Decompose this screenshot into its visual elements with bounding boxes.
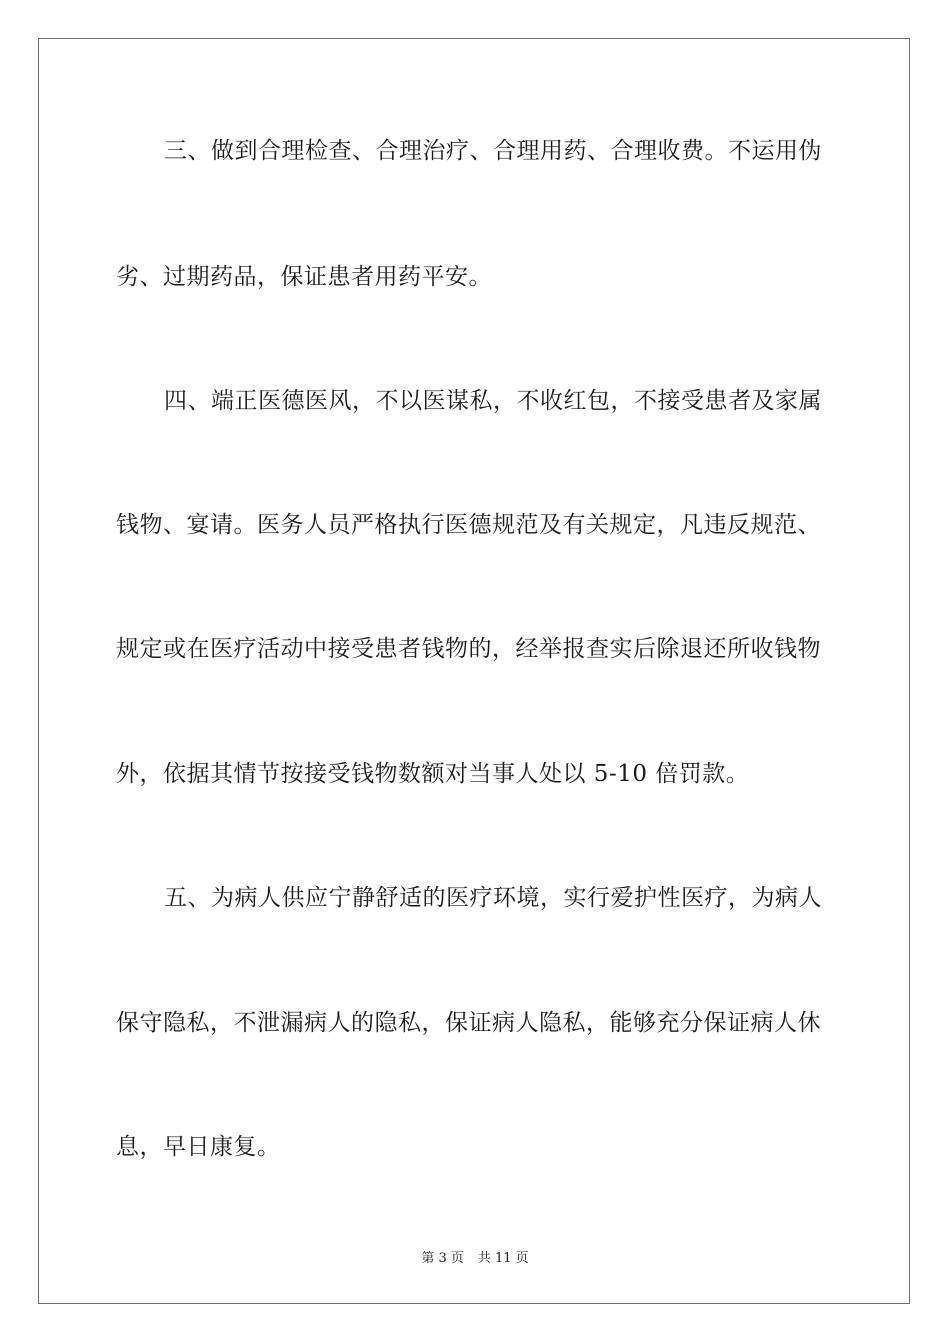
paragraph-4-line-4: 外，依据其情节按接受钱物数额对当事人处以 5-10 倍罚款。 xyxy=(116,761,750,787)
page-border xyxy=(38,38,910,1304)
paragraph-5-line-1: 五、为病人供应宁静舒适的医疗环境，实行爱护性医疗，为病人 xyxy=(164,885,822,911)
paragraph-4-line-2: 钱物、宴请。医务人员严格执行医德规范及有关规定，凡违反规范、 xyxy=(116,512,821,538)
paragraph-4-line-1: 四、端正医德医风，不以医谋私，不收红包，不接受患者及家属 xyxy=(164,388,822,414)
page-number-total: 共 11 页 xyxy=(477,1251,529,1266)
page-footer xyxy=(0,1247,950,1266)
paragraph-4-line-3: 规定或在医疗活动中接受患者钱物的，经举报查实后除退还所收钱物 xyxy=(116,636,821,662)
page-number-current: 第 3 页 xyxy=(421,1251,464,1266)
paragraph-5-line-2: 保守隐私，不泄漏病人的隐私，保证病人隐私，能够充分保证病人休 xyxy=(116,1010,821,1036)
paragraph-5-line-3: 息，早日康复。 xyxy=(116,1134,281,1160)
paragraph-3-line-2: 劣、过期药品，保证患者用药平安。 xyxy=(116,264,492,290)
paragraph-3-line-1: 三、做到合理检查、合理治疗、合理用药、合理收费。不运用伪 xyxy=(164,138,822,164)
